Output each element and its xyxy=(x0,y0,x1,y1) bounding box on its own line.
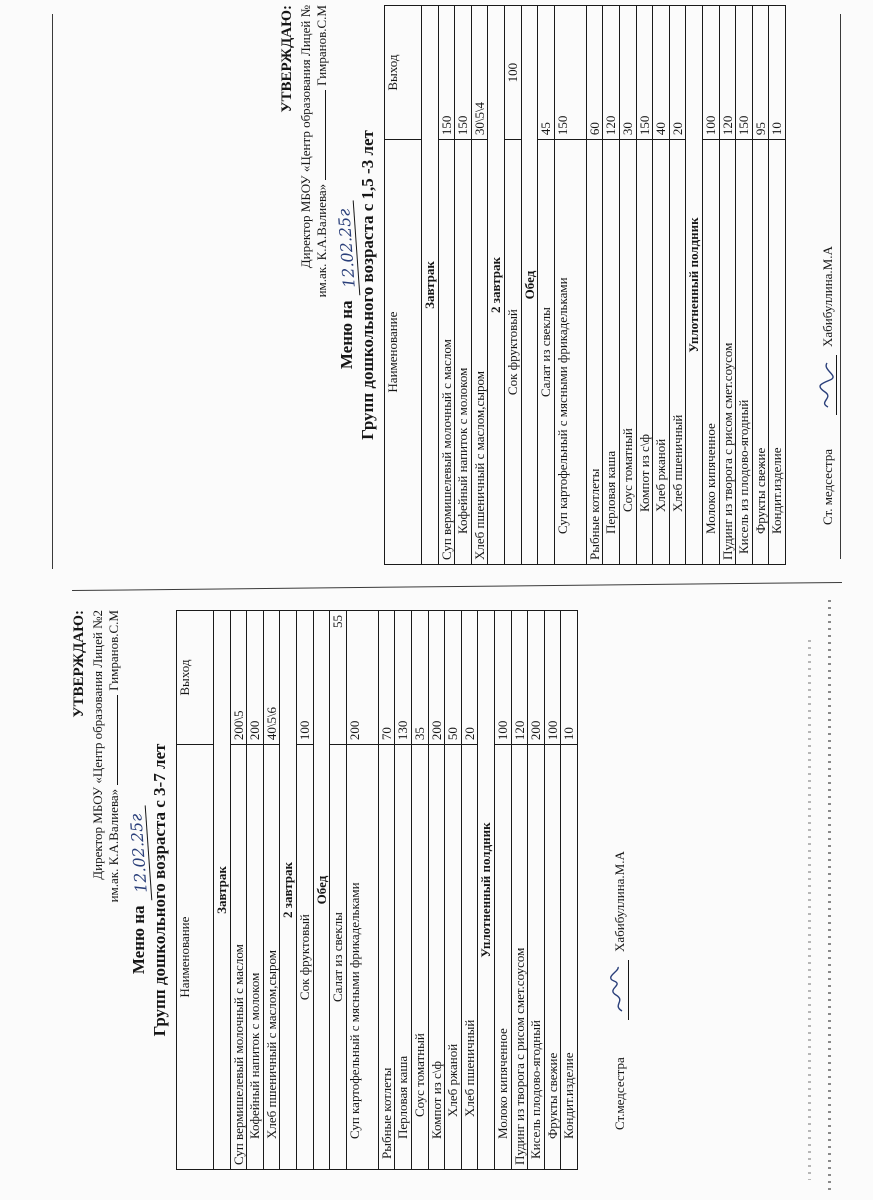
table-row: Перловая каша 120 xyxy=(603,6,620,565)
section-lunch: Обед xyxy=(521,6,538,565)
table-row: Соус томатный 35 xyxy=(412,611,429,1170)
table-row: Хлеб пшеничный 20 xyxy=(461,611,478,1170)
table-row: Хлеб пшеничный 20 xyxy=(669,6,686,565)
nurse-role: Ст. медсестра xyxy=(819,448,835,525)
table-row: Суп картофельный с мясными фрикадельками 200 xyxy=(346,611,378,1170)
director-line: Директор МБОУ «Центр образования Лицей №2 xyxy=(89,610,105,880)
table-row: Хлеб ржаной 50 xyxy=(445,611,462,1170)
approval-block xyxy=(70,610,123,1170)
section-second-breakfast: 2 завтрак xyxy=(280,611,297,1170)
menu-sheet-3-7 xyxy=(70,610,634,1170)
director-line: Директор МБОУ «Центр образования Лицей № xyxy=(297,5,313,269)
section-breakfast: Завтрак xyxy=(214,611,231,1170)
menu-prefix: Меню на xyxy=(337,300,357,370)
menu-title xyxy=(126,610,152,1170)
director-name: Гимранов.С.М xyxy=(314,5,330,86)
section-breakfast: Завтрак xyxy=(422,6,439,565)
table-row: Пудинг из творога с рисом смет.соусом 120 xyxy=(511,611,528,1170)
table-row: Кофейный напиток с молоком 200 xyxy=(247,611,264,1170)
col-header-name: Наименование xyxy=(177,745,214,1170)
table-row: Салат из свеклы 45 xyxy=(538,6,555,565)
table-row: Молоко кипяченное 100 xyxy=(702,6,719,565)
school-line: им.ак. К.А.Валиева» xyxy=(106,788,122,903)
group-title: Групп дошкольного возраста с 1,5 -3 лет xyxy=(357,130,377,440)
menu-title xyxy=(334,5,360,565)
table-row: Салат из свеклы 55 xyxy=(330,611,347,1170)
approve-label: УТВЕРЖДАЮ: xyxy=(279,5,295,113)
table-row: Суп вермишелевый молочный с маслом 150 xyxy=(438,6,455,565)
nurse-signature-block xyxy=(604,610,634,1170)
menu-sheet-1-5-3 xyxy=(278,5,842,565)
handwritten-date: 12.02.25г xyxy=(126,805,153,902)
scan-edge-dots-2 xyxy=(808,640,811,1180)
menu-table xyxy=(176,610,578,1170)
menu-table xyxy=(384,5,786,565)
approval-block xyxy=(278,5,331,565)
section-second-breakfast: 2 завтрак xyxy=(488,6,505,565)
table-row: Сок фруктовый 100 xyxy=(297,611,314,1170)
section-afternoon-snack: Уплотненный полдник xyxy=(478,611,495,1170)
table-row: Суп вермишелевый молочный с маслом 200\5 xyxy=(230,611,247,1170)
table-row: Перловая каша 130 xyxy=(395,611,412,1170)
menu-prefix: Меню на xyxy=(129,905,149,975)
table-row: Кофейный напиток с молоком 150 xyxy=(455,6,472,565)
table-row: Пудинг из творога с рисом смет.соусом 120 xyxy=(719,6,736,565)
group-title: Групп дошкольного возраста с 3-7 лет xyxy=(149,743,169,1037)
section-lunch: Обед xyxy=(313,611,330,1170)
nurse-signature-block xyxy=(812,5,842,565)
table-row: Сок фруктовый 100 xyxy=(505,6,522,565)
table-row: Компот из с\ф 150 xyxy=(636,6,653,565)
nurse-name: Хабибуллина.М.А xyxy=(611,851,627,952)
director-signature-line xyxy=(314,5,331,565)
table-row: Соус томатный 30 xyxy=(620,6,637,565)
approve-label: УТВЕРЖДАЮ: xyxy=(71,610,87,718)
handwritten-date: 12.02.25г xyxy=(334,200,361,297)
table-row: Молоко кипяченное 100 xyxy=(494,611,511,1170)
handwritten-signature xyxy=(816,355,837,415)
table-row: Суп картофельный с мясными фрикадельками 150 xyxy=(554,6,586,565)
table-row: Хлеб пшеничный с маслом,сыром 30\5\4 xyxy=(471,6,488,565)
col-header-output: Выход xyxy=(177,611,214,745)
nurse-role: Ст.медсестра xyxy=(611,1057,627,1130)
table-row: Рыбные котлеты 60 xyxy=(586,6,603,565)
table-row: Рыбные котлеты 70 xyxy=(378,611,395,1170)
table-row: Фрукты свежие 95 xyxy=(752,6,769,565)
nurse-name: Хабибуллина.М.А xyxy=(819,246,835,347)
table-row: Фрукты свежие 100 xyxy=(544,611,561,1170)
table-row: Компот из с\ф 200 xyxy=(428,611,445,1170)
scan-edge-dots xyxy=(828,600,831,1190)
table-row: Кондит.изделие 10 xyxy=(561,611,578,1170)
paper-edge-line-top xyxy=(52,14,53,569)
col-header-output: Выход xyxy=(385,6,422,140)
table-row: Кондит.изделие 10 xyxy=(769,6,786,565)
table-row: Хлеб ржаной 40 xyxy=(653,6,670,565)
table-row: Кисель из плодово-ягодный 150 xyxy=(736,6,753,565)
table-row: Кисель плодово-ягодный 200 xyxy=(528,611,545,1170)
table-row: Хлеб пшеничный с маслом,сыром 40\5\6 xyxy=(263,611,280,1170)
section-afternoon-snack: Уплотненный полдник xyxy=(686,6,703,565)
director-name: Гимранов.С.М xyxy=(106,610,122,691)
school-line: им.ак. К.А.Валиева» xyxy=(314,183,330,298)
handwritten-signature xyxy=(608,960,629,1020)
paper-fold-line xyxy=(72,582,842,591)
table-header-row xyxy=(177,611,214,1170)
col-header-name: Наименование xyxy=(385,140,422,565)
director-signature-line xyxy=(106,610,123,1170)
table-header-row xyxy=(385,6,422,565)
